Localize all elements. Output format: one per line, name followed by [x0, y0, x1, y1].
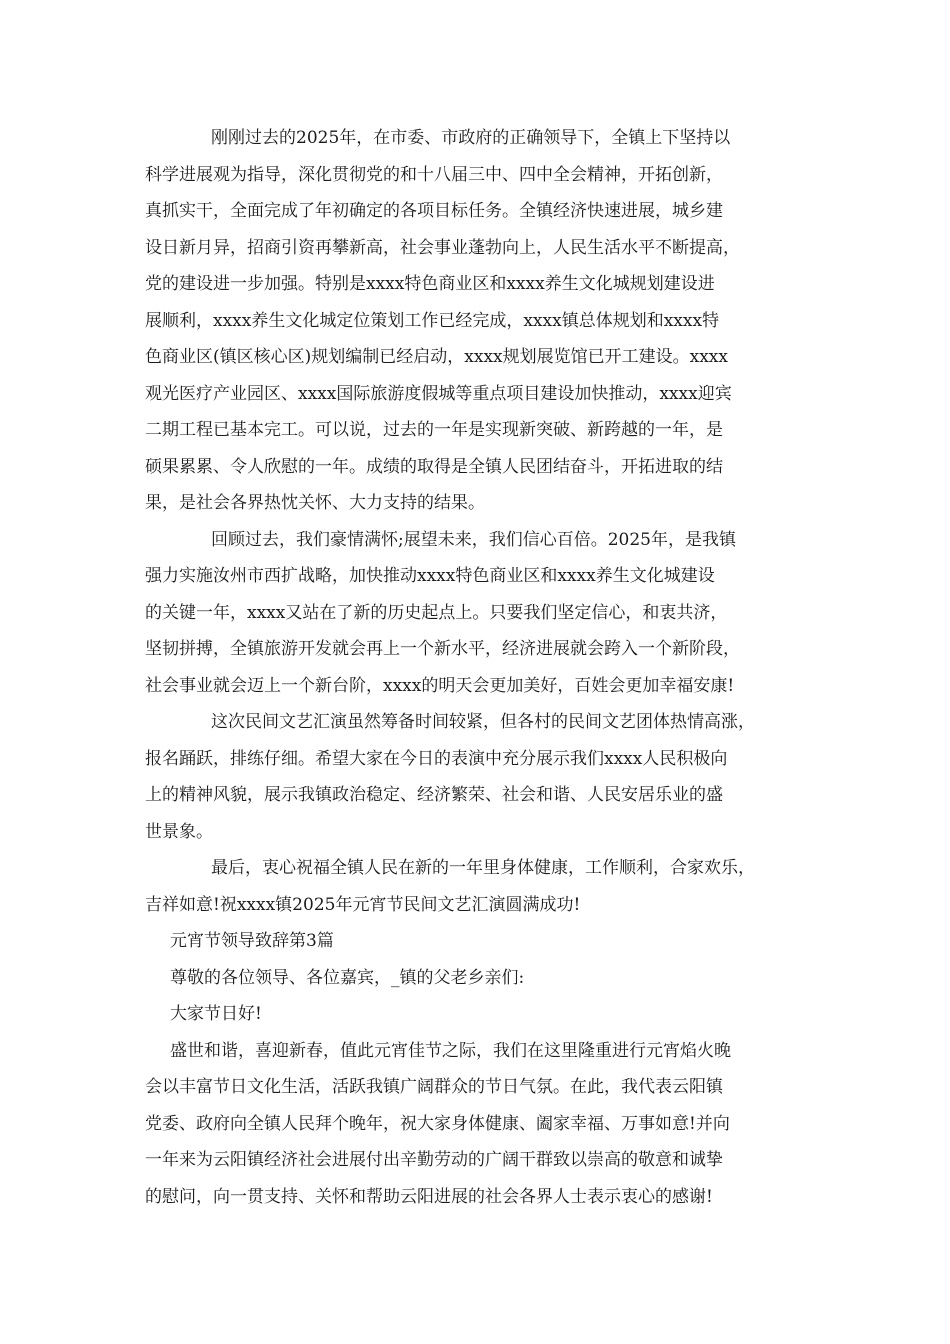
paragraph-line: 的关键一年，xxxx又站在了新的历史起点上。只要我们坚定信心，和衷共济，: [145, 602, 728, 623]
paragraph-line: 硕果累累、令人欣慰的一年。成绩的取得是全镇人民团结奋斗，开拓进取的结: [145, 456, 723, 477]
paragraph-line: 刚刚过去的2025年，在市委、市政府的正确领导下，全镇上下坚持以: [211, 128, 731, 148]
paragraph-line: 上的精神风貌，展示我镇政治稳定、经济繁荣、社会和谐、人民安居乐业的盛: [145, 785, 723, 805]
paragraph-line: 展顺利，xxxx养生文化城定位策划工作已经完成，xxxx镇总体规划和xxxx特: [145, 310, 720, 331]
paragraph-line: 的慰问，向一贯支持、关怀和帮助云阳进展的社会各界人士表示衷心的感谢!: [145, 1186, 713, 1207]
paragraph-line: 党的建设进一步加强。特别是xxxx特色商业区和xxxx养生文化城规划建设进: [145, 274, 715, 294]
greeting: 大家节日好!: [170, 1004, 262, 1024]
paragraph-line: 观光医疗产业园区、xxxx国际旅游度假城等重点项目建设加快推动，xxxx迎宾: [145, 383, 732, 404]
paragraph-line: 最后，衷心祝福全镇人民在新的一年里身体健康，工作顺利，合家欢乐，: [211, 858, 755, 878]
paragraph-line: 坚韧拼搏，全镇旅游开发就会再上一个新水平，经济进展就会跨入一个新阶段，: [145, 639, 740, 659]
paragraph-line: 果，是社会各界热忱关怀、大力支持的结果。: [145, 493, 485, 513]
paragraph-line: 真抓实干，全面完成了年初确定的各项目标任务。全镇经济快速进展，城乡建: [145, 201, 723, 221]
paragraph-line: 党委、政府向全镇人民拜个晚年，祝大家身体健康、阖家幸福、万事如意!并向: [145, 1113, 730, 1134]
section-title: 元宵节领导致辞第3篇: [170, 931, 334, 951]
paragraph-line: 回顾过去，我们豪情满怀;展望未来，我们信心百倍。2025年，是我镇: [211, 529, 736, 550]
paragraph-line: 世景象。: [145, 821, 213, 842]
paragraph-line: 强力实施汝州市西扩战略，加快推动xxxx特色商业区和xxxx养生文化城建设: [145, 566, 715, 586]
paragraph-line: 色商业区(镇区核心区)规划编制已经启动，xxxx规划展览馆已开工建设。xxxx: [145, 347, 728, 367]
salutation: 尊敬的各位领导、各位嘉宾，_镇的父老乡亲们:: [170, 967, 525, 988]
paragraph-line: 一年来为云阳镇经济社会进展付出辛勤劳动的广阔干群致以崇高的敬意和诚挚: [145, 1150, 723, 1170]
document-body: [145, 120, 825, 1215]
paragraph-line: 吉祥如意!祝xxxx镇2025年元宵节民间文艺汇演圆满成功!: [145, 894, 581, 915]
paragraph-line: 会以丰富节日文化生活，活跃我镇广阔群众的节日气氛。在此，我代表云阳镇: [145, 1077, 723, 1097]
paragraph-line: 科学进展观为指导，深化贯彻党的和十八届三中、四中全会精神，开拓创新，: [145, 164, 723, 185]
paragraph-line: 社会事业就会迈上一个新台阶，xxxx的明天会更加美好，百姓会更加幸福安康!: [145, 675, 735, 696]
paragraph-line: 二期工程已基本完工。可以说，过去的一年是实现新突破、新跨越的一年，是: [145, 420, 723, 440]
paragraph-line: 这次民间文艺汇演虽然筹备时间较紧，但各村的民间文艺团体热情高涨，: [211, 712, 755, 732]
paragraph-line: 设日新月异，招商引资再攀新高，社会事业蓬勃向上，人民生活水平不断提高，: [145, 237, 740, 258]
paragraph-line: 盛世和谐，喜迎新春，值此元宵佳节之际，我们在这里隆重进行元宵焰火晚: [170, 1040, 731, 1061]
paragraph-line: 报名踊跃，排练仔细。希望大家在今日的表演中充分展示我们xxxx人民积极向: [145, 748, 728, 769]
